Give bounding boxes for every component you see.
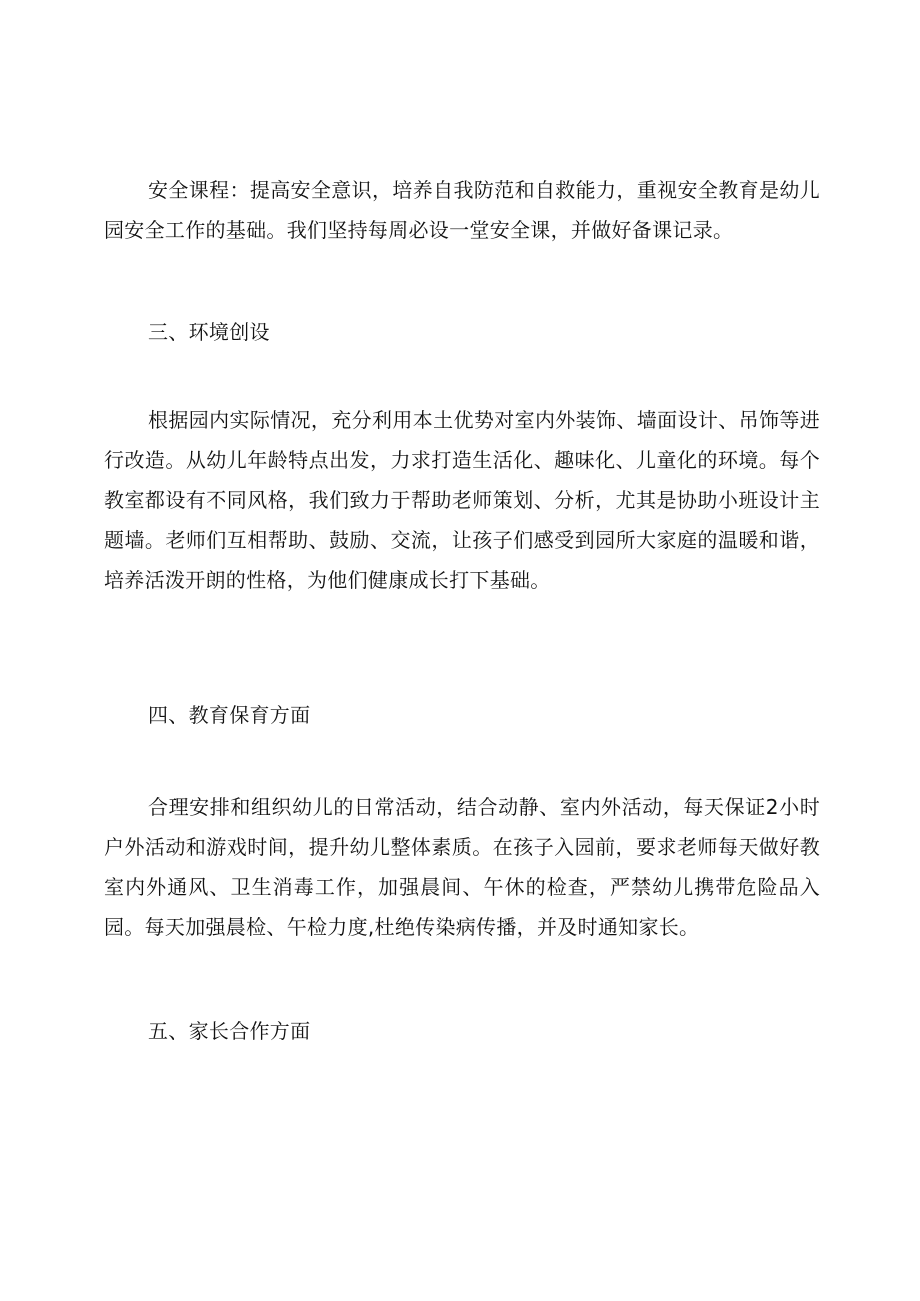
paragraph-safety-course: 安全课程：提高安全意识，培养自我防范和自救能力，重视安全教育是幼儿园安全工作的基础。我们坚持每周必设一堂安全课，并做好备课记录。 bbox=[104, 178, 820, 242]
section-heading-education: 四、教育保育方面 bbox=[148, 703, 311, 727]
paragraph-education: 合理安排和组织幼儿的日常活动，结合动静、室内外活动，每天保证2小时户外活动和游戏时间，提升幼儿整体素质。在孩子入园前，要求老师每天做好教室内外通风、卫生消毒工作，加强晨间、午休的检查，严禁幼儿携带危险品入园。每天加强晨检、午检力度,杜绝传染病传播，并及时通知家长。 bbox=[104, 795, 820, 939]
paragraph-environment: 根据园内实际情况，充分利用本土优势对室内外装饰、墙面设计、吊饰等进行改造。从幼儿年龄特点出发，力求打造生活化、趣味化、儿童化的环境。每个教室都设有不同风格，我们致力于帮助老师策划、分析，尤其是协助小班设计主题墙。老师们互相帮助、鼓励、交流，让孩子们感受到园所大家庭的温暖和谐，培养活泼开朗的性格，为他们健康成长打下基础。 bbox=[104, 408, 820, 592]
section-heading-environment: 三、环境创设 bbox=[148, 320, 270, 344]
section-heading-parents: 五、家长合作方面 bbox=[148, 1019, 311, 1043]
